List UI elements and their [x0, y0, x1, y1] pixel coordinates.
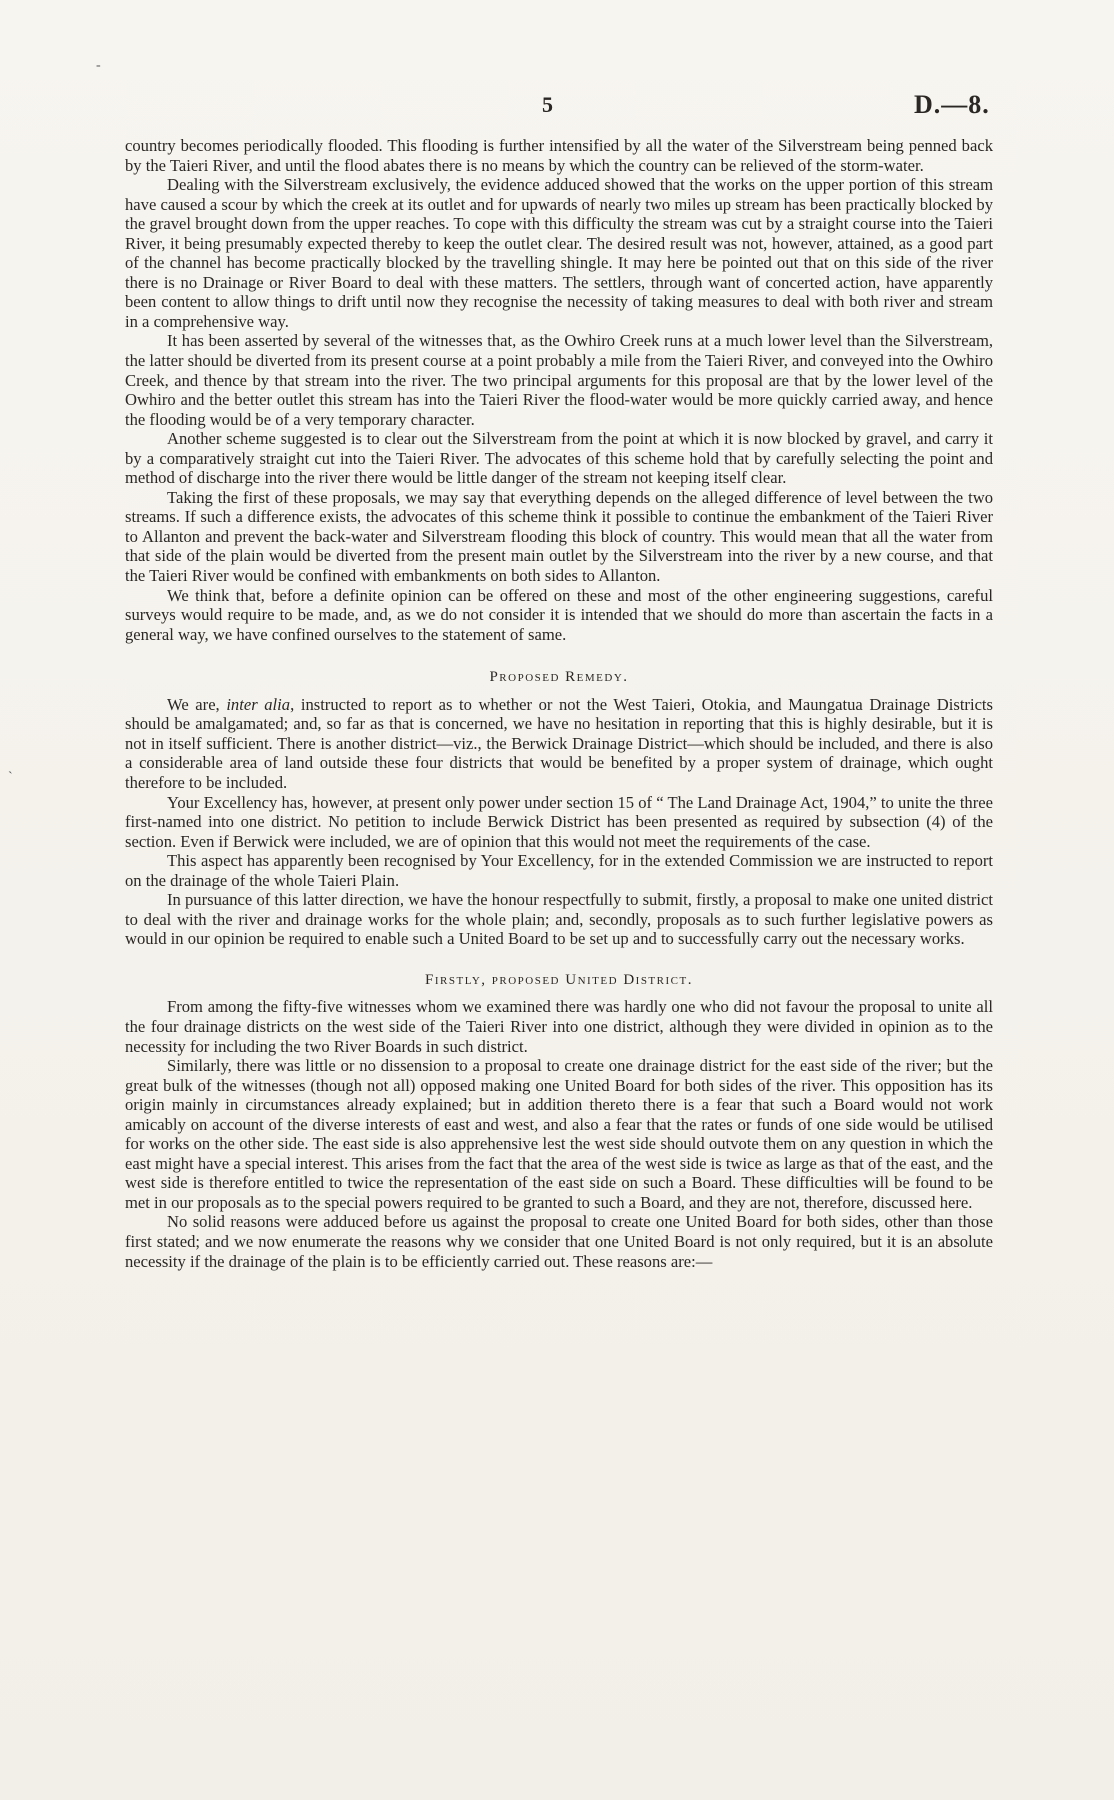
body-text [125, 136, 993, 1271]
italic-phrase: inter alia [226, 694, 291, 714]
paragraph: This aspect has apparently been recognised by Your Excellency, for in the extended Commission we are instructed to report on the drainage of the whole Taieri Plain. [125, 851, 993, 890]
page-number: 5 [542, 92, 553, 117]
paragraph: Taking the first of these proposals, we may say that everything depends on the alleged difference of level between the two streams. If such a difference exists, the advocates of this scheme think it possible to continue the embankment of the Taieri River to Allanton and prevent the back-water and Silverstream flooding this block of country. This would mean that all the water from that side of the plain would be diverted from the present main outlet by the Silverstream into the river by a new course, and that the Taieri River would be confined with embankments on both sides to Allanton. [125, 487, 993, 586]
paragraph: We think that, before a definite opinion can be offered on these and most of the other engineering suggestions, careful surveys would require to be made, and, as we do not consider it is intended that we should do more than ascertain the facts in a general way, we have confined ourselves to the statement of same. [125, 585, 993, 644]
paragraph [125, 695, 993, 793]
margin-mark: ` [8, 770, 13, 785]
paragraph: Your Excellency has, however, at present only power under section 15 of “ The Land Drainage Act, 1904,” to unite the three first-named into one district. No petition to include Berwick District has been presented as required by subsection (4) of the section. Even if Berwick were included, we are of opinion that this would not meet the requirements of the case. [125, 792, 993, 851]
paragraph-text: We are, [167, 694, 227, 714]
paragraph-text: , instructed to report as to whether or not the West Taieri, Otokia, and Maungatua Drainage Districts should be amalgamated; and, so far as that is concerned, we have no hesitation in reporting that this is highly desirable, but it is not in itself sufficient. There is another district—viz., the Berwick Drainage District—which should be included, and there is also a considerable area of land outside these four districts that would be benefited by a proper system of drainage, which ought therefore to be included. [125, 694, 993, 792]
paragraph: From among the fifty-five witnesses whom we examined there was hardly one who did not favour the proposal to unite all the four drainage districts on the west side of the Taieri River into one district, although they were divided in opinion as to the necessity for including the two River Boards in such district. [125, 997, 993, 1056]
paragraph: Dealing with the Silverstream exclusively, the evidence adduced showed that the works on the upper portion of this stream have caused a scour by which the creek at its outlet and for upwards of nearly two miles up stream has been practically blocked by the gravel brought down from the upper reaches. To cope with this difficulty the stream was cut by a straight course into the Taieri River, it being presumably expected thereby to keep the outlet clear. The desired result was not, however, attained, as a good part of the channel has become practically blocked by the travelling shingle. It may here be pointed out that on this side of the river there is no Drainage or River Board to deal with these matters. The settlers, through want of concerted action, have apparently been content to allow things to drift until now they recognise the necessity of taking measures to deal with both river and stream in a comprehensive way. [125, 175, 993, 331]
section-heading: Firstly, proposed United District. [425, 971, 693, 988]
paragraph: No solid reasons were adduced before us against the proposal to create one United Board for both sides, other than those first stated; and we now enumerate the reasons why we consider that one United Board is not only required, but it is an absolute necessity if the drainage of the plain is to be efficiently carried out. These reasons are:— [125, 1212, 993, 1271]
paragraph: Similarly, there was little or no dissension to a proposal to create one drainage district for the east side of the river; but the great bulk of the witnesses (though not all) opposed making one United Board for both sides of the river. This opposition has its origin mainly in circumstances already explained; but in addition thereto there is a fear that such a Board would not work amicably on account of the diverse interests of east and west, and also a fear that the rates or funds of one side would be utilised for works on the other side. The east side is also apprehensive lest the west side should outvote them on any question in which the east might have a special interest. This arises from the fact that the area of the west side is twice as large as that of the east, and the west side is therefore entitled to twice the representation of the east side on such a Board. These difficulties will be found to be met in our proposals as to the special powers required to be granted to such a Board, and they are not, therefore, discussed here. [125, 1056, 993, 1212]
paragraph: country becomes periodically flooded. This flooding is further intensified by all the water of the Silverstream being penned back by the Taieri River, and until the flood abates there is no means by which the country can be relieved of the storm-water. [125, 136, 993, 175]
section-heading: Proposed Remedy. [489, 669, 629, 686]
margin-mark: - [96, 58, 101, 73]
paragraph: It has been asserted by several of the witnesses that, as the Owhiro Creek runs at a much lower level than the Silverstream, the latter should be diverted from its present course at a point probably a mile from the Taieri River, and conveyed into the Owhiro Creek, and thence by that stream into the river. The two principal arguments for this proposal are that by the lower level of the Owhiro and the better outlet this stream has into the Taieri River the flood-water would be more quickly carried away, and hence the flooding would be of a very temporary character. [125, 331, 993, 429]
paragraph: Another scheme suggested is to clear out the Silverstream from the point at which it is now blocked by gravel, and carry it by a comparatively straight cut into the Taieri River. The advocates of this scheme hold that by carefully selecting the point and method of discharge into the river there would be little danger of the stream not keeping itself clear. [125, 429, 993, 488]
document-reference: D.—8. [914, 90, 990, 119]
paragraph: In pursuance of this latter direction, we have the honour respectfully to submit, firstly, a proposal to make one united district to deal with the river and drainage works for the whole plain; and, secondly, proposals as to such further legislative powers as would in our opinion be required to enable such a United Board to be set up and to successfully carry out the necessary works. [125, 890, 993, 949]
